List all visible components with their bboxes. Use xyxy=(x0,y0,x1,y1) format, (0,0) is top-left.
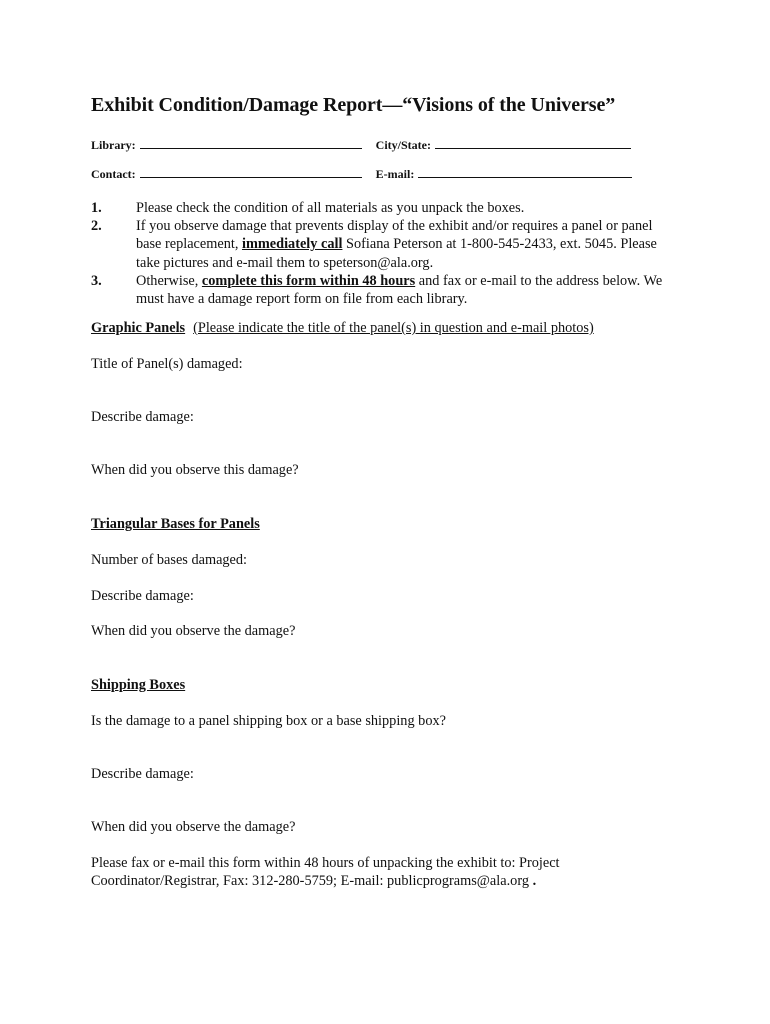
email-field[interactable] xyxy=(418,166,632,178)
list-item xyxy=(91,217,676,272)
list-text xyxy=(136,272,676,308)
emphasis-text: immediately call xyxy=(241,236,343,253)
list-item xyxy=(91,199,676,217)
footer-instructions xyxy=(91,855,611,890)
contact-email-row xyxy=(91,166,632,182)
list-text-start: If you observe damage that prevents display of the exhibit and/or requires a panel or panel base replacement, xyxy=(136,218,653,253)
list-number: 1. xyxy=(91,200,102,216)
question-bases-describe: Describe damage: xyxy=(91,588,194,604)
list-number: 2. xyxy=(91,218,102,235)
library-city-row xyxy=(91,137,631,153)
question-bases-when: When did you observe the damage? xyxy=(91,623,296,639)
city-state-label: City/State: xyxy=(375,138,431,152)
section-heading-shipping-boxes: Shipping Boxes xyxy=(91,677,186,693)
list-text-end: and fax or e-mail to the address below. We must have a damage report form on file from each library. xyxy=(136,272,663,308)
question-boxes-which: Is the damage to a panel shipping box or a base shipping box? xyxy=(91,713,446,729)
question-panel-title: Title of Panel(s) damaged: xyxy=(91,356,243,372)
question-bases-number: Number of bases damaged: xyxy=(91,552,248,568)
question-panel-describe: Describe damage: xyxy=(91,409,194,425)
library-field[interactable] xyxy=(140,137,362,149)
list-number: 3. xyxy=(91,272,102,289)
question-panel-when: When did you observe this damage? xyxy=(91,462,299,478)
list-text xyxy=(136,217,676,272)
section-heading-triangular-bases: Triangular Bases for Panels xyxy=(91,516,260,532)
section-heading-text: Graphic Panels xyxy=(91,320,186,336)
instruction-list xyxy=(91,199,676,308)
footer-end-mark: . xyxy=(532,872,537,889)
question-boxes-when: When did you observe the damage? xyxy=(91,819,296,835)
section-heading-graphic-panels xyxy=(91,320,594,337)
footer-text: Please fax or e-mail this form within 48 hours of unpacking the exhibit to: Project Coordinator/Registrar, Fax: 312-280-5759; E-mail: publicprograms@ala.org xyxy=(91,855,560,889)
question-boxes-describe: Describe damage: xyxy=(91,766,194,782)
list-text: Please check the condition of all materials as you unpack the boxes. xyxy=(136,200,525,216)
emphasis-text: complete this form within 48 hours xyxy=(201,272,416,289)
email-label: E-mail: xyxy=(375,167,415,181)
document-title: Exhibit Condition/Damage Report—“Visions of the Universe” xyxy=(91,94,616,116)
list-text-end: Sofiana Peterson at 1-800-545-2433, ext. 5045. Please take pictures and e-mail them to speterson@ala.org. xyxy=(136,236,657,271)
list-text-start: Otherwise, xyxy=(136,272,202,289)
contact-label: Contact: xyxy=(91,167,136,181)
section-note: (Please indicate the title of the panel(s) in question and e-mail photos) xyxy=(193,320,594,336)
contact-field[interactable] xyxy=(140,166,362,178)
library-label: Library: xyxy=(91,138,136,152)
list-item xyxy=(91,272,676,308)
city-state-field[interactable] xyxy=(435,137,631,149)
